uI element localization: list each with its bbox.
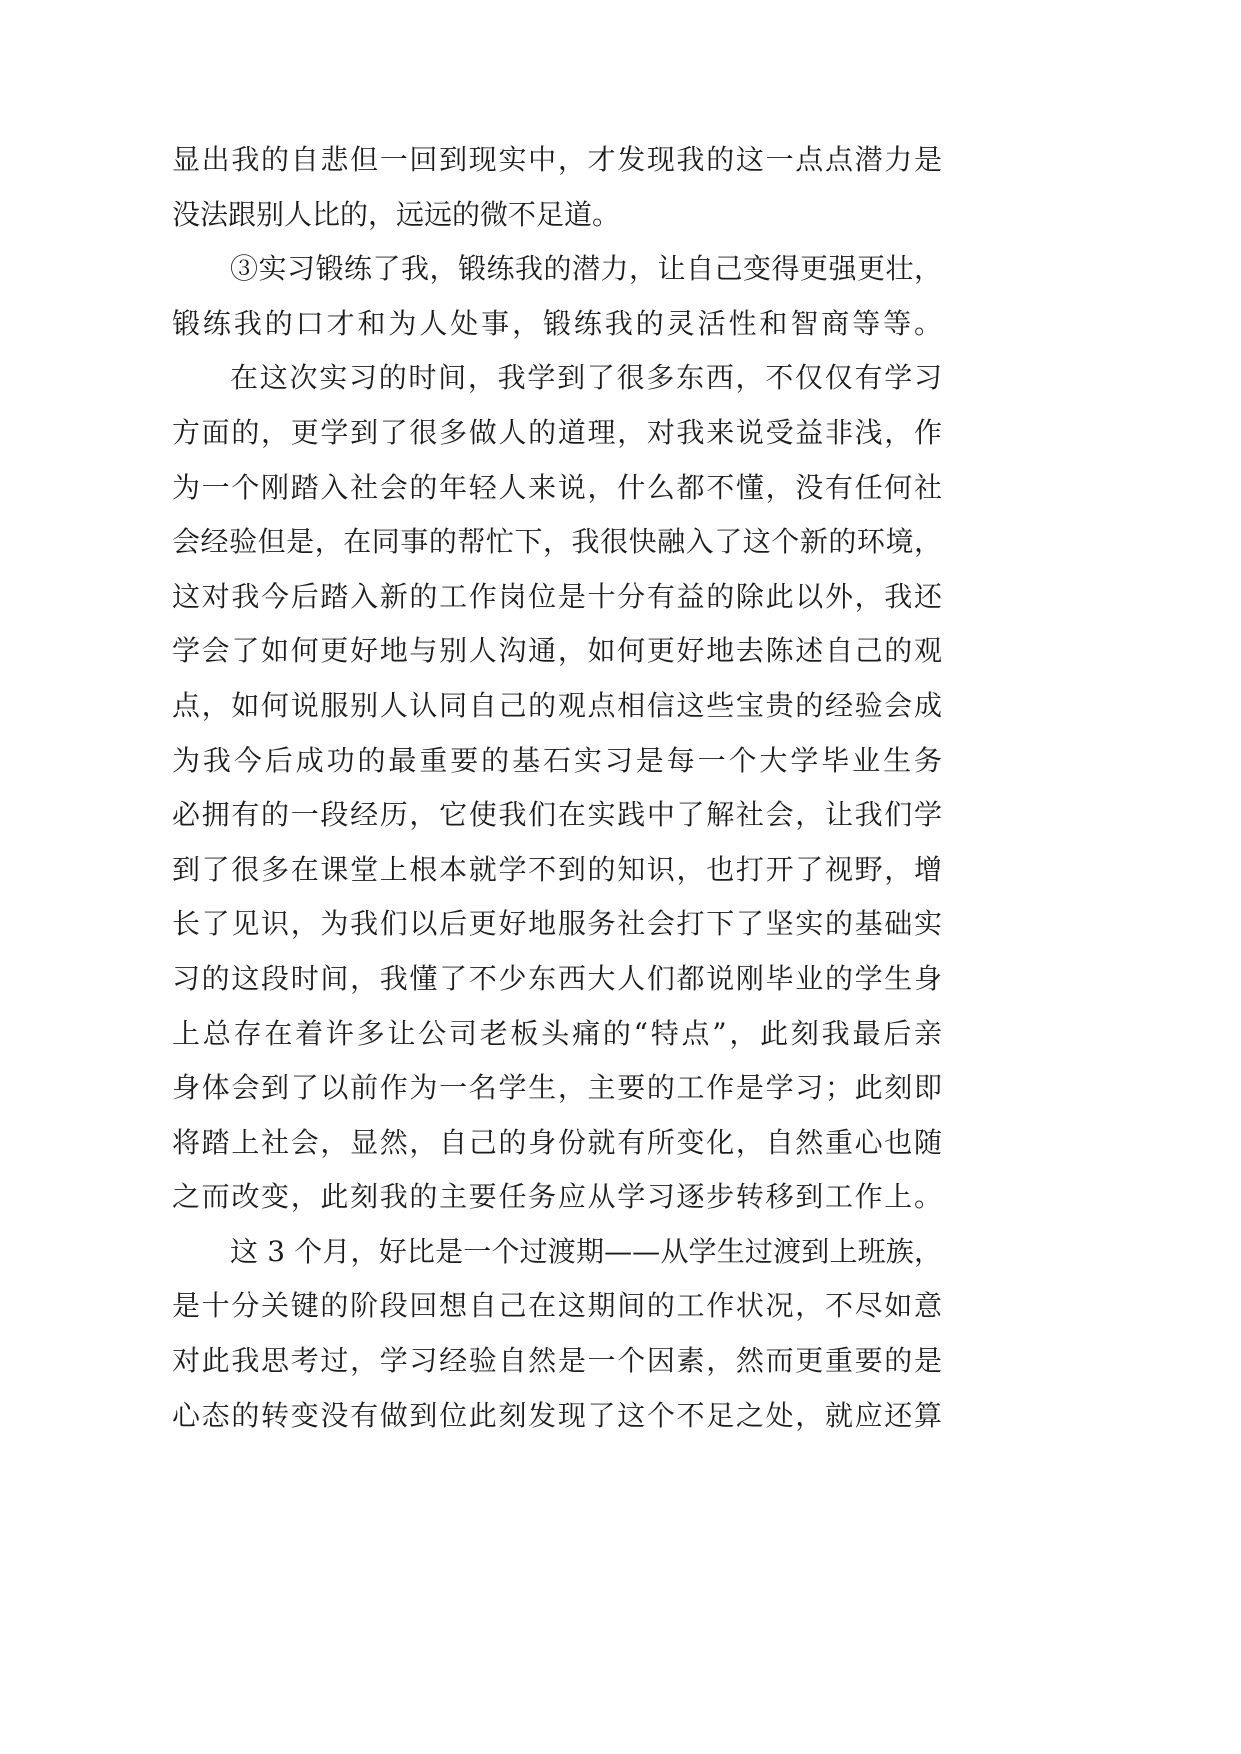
text-line: 学会了如何更好地与别人沟通，如何更好地去陈述自己的观 xyxy=(172,634,942,668)
text-line: 锻练我的口才和为人处事，锻练我的灵活性和智商等等。 xyxy=(172,306,942,340)
text-line: 心态的转变没有做到位此刻发现了这个不足之处，就应还算 xyxy=(172,1398,942,1432)
text-line: 必拥有的一段经历，它使我们在实践中了解社会，让我们学 xyxy=(172,798,942,832)
paragraph-internship-experience xyxy=(172,351,942,1225)
text-line: 这对我今后踏入新的工作岗位是十分有益的除此以外，我还 xyxy=(172,579,942,613)
paragraph-continued xyxy=(172,133,942,242)
text-line: 习的这段时间，我懂了不少东西大人们都说刚毕业的学生身 xyxy=(172,961,942,995)
text-line: 身体会到了以前作为一名学生，主要的工作是学习；此刻即 xyxy=(172,1071,942,1105)
text-line: ③实习锻练了我，锻练我的潜力，让自己变得更强更壮， xyxy=(230,252,942,286)
text-line: 点，如何说服别人认同自己的观点相信这些宝贵的经验会成 xyxy=(172,688,942,722)
text-line: 是十分关键的阶段回想自己在这期间的工作状况，不尽如意 xyxy=(172,1289,942,1323)
text-line: 这 3 个月，好比是一个过渡期——从学生过渡到上班族， xyxy=(230,1234,942,1268)
text-line: 为我今后成功的最重要的基石实习是每一个大学毕业生务 xyxy=(172,743,942,777)
text-line: 会经验但是，在同事的帮忙下，我很快融入了这个新的环境， xyxy=(172,525,942,559)
text-line: 为一个刚踏入社会的年轻人来说，什么都不懂，没有任何社 xyxy=(172,470,942,504)
text-line: 到了很多在课堂上根本就学不到的知识，也打开了视野，增 xyxy=(172,852,942,886)
paragraph-transition-period xyxy=(172,1225,942,1443)
text-line: 方面的，更学到了很多做人的道理，对我来说受益非浅，作 xyxy=(172,415,942,449)
document-page xyxy=(172,133,942,1443)
text-line: 在这次实习的时间，我学到了很多东西，不仅仅有学习 xyxy=(230,361,942,395)
text-line: 将踏上社会，显然，自己的身份就有所变化，自然重心也随 xyxy=(172,1125,942,1159)
text-line: 长了见识，为我们以后更好地服务社会打下了坚实的基础实 xyxy=(172,907,942,941)
paragraph-internship-benefits xyxy=(172,242,942,351)
text-line: 显出我的自悲但一回到现实中，才发现我的这一点点潜力是 xyxy=(172,143,942,176)
text-line: 上总存在着许多让公司老板头痛的“特点”，此刻我最后亲 xyxy=(172,1016,942,1050)
text-line: 之而改变，此刻我的主要任务应从学习逐步转移到工作上。 xyxy=(172,1180,942,1214)
text-line: 对此我思考过，学习经验自然是一个因素，然而更重要的是 xyxy=(172,1344,942,1378)
text-line: 没法跟别人比的，远远的微不足道。 xyxy=(172,197,621,231)
